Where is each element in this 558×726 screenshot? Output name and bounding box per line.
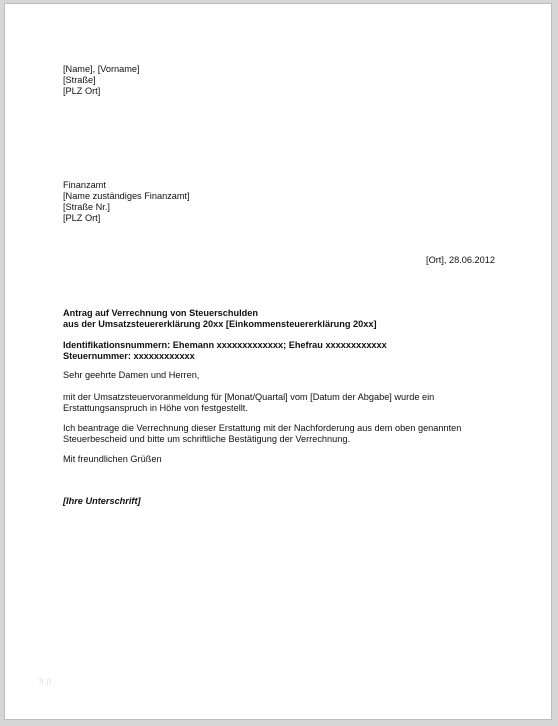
sender-address — [63, 64, 140, 97]
recipient-line: [Straße Nr.] — [63, 202, 110, 212]
date-line: [Ort], 28.06.2012 — [426, 255, 495, 265]
recipient-address — [63, 180, 190, 224]
recipient-line: [Name zuständiges Finanzamt] — [63, 191, 190, 201]
recipient-line: [PLZ Ort] — [63, 213, 101, 223]
identification-numbers: Identifikationsnummern: Ehemann xxxxxxxxxxxxx; Ehefrau xxxxxxxxxxxx — [63, 340, 387, 350]
paragraph-line: Steuerbescheid und bitte um schriftliche Bestätigung der Verrechnung. — [63, 434, 351, 444]
paragraph-line: Ich beantrage die Verrechnung dieser Erstattung mit der Nachforderung aus dem oben genannten — [63, 423, 462, 433]
subject-line: Antrag auf Verrechnung von Steuerschulden — [63, 308, 259, 318]
signature: [Ihre Unterschrift] — [63, 496, 141, 506]
subject — [63, 308, 377, 330]
letter-page — [4, 3, 552, 720]
paragraph-2 — [63, 423, 461, 445]
footer-mark: fr.p — [39, 676, 52, 686]
paragraph-1 — [63, 392, 434, 414]
closing: Mit freundlichen Grüßen — [63, 454, 162, 464]
salutation: Sehr geehrte Damen und Herren, — [63, 370, 200, 380]
sender-street: [Straße] — [63, 75, 96, 85]
sender-name: [Name], [Vorname] — [63, 64, 140, 74]
sender-city: [PLZ Ort] — [63, 86, 101, 96]
tax-number: Steuernummer: xxxxxxxxxxxx — [63, 351, 195, 361]
subject-line: aus der Umsatzsteuererklärung 20xx [Einkommensteuererklärung 20xx] — [63, 319, 377, 329]
recipient-line: Finanzamt — [63, 180, 106, 190]
paragraph-line: mit der Umsatzsteuervoranmeldung für [Monat/Quartal] vom [Datum der Abgabe] wurde ein — [63, 392, 435, 402]
id-numbers — [63, 340, 387, 362]
paragraph-line: Erstattungsanspruch in Höhe von festgestellt. — [63, 403, 248, 413]
